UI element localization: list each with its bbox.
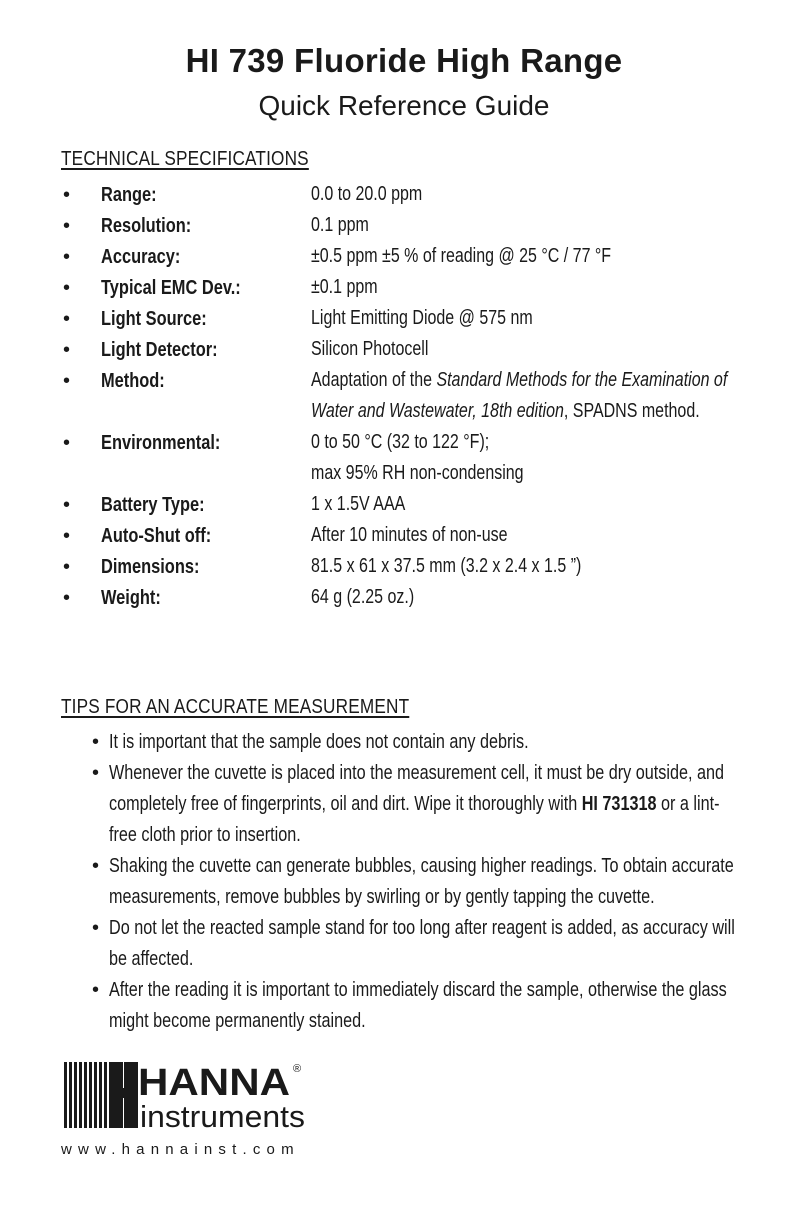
- tip-item: [0, 913, 808, 975]
- hanna-instruments-logo: [64, 1058, 309, 1133]
- logo-instruments-text: instruments: [140, 1099, 305, 1133]
- method-reference: Standard Methods for the Examination of Water and Wastewater, 18th edition: [311, 369, 728, 422]
- website-url: www.hannainst.com: [61, 1141, 300, 1158]
- bullet-icon: •: [63, 587, 71, 609]
- tips-heading: TIPS FOR AN ACCURATE MEASUREMENT: [61, 696, 410, 718]
- spec-label: Accuracy:: [101, 246, 181, 268]
- spec-row-weight: [0, 587, 808, 618]
- bullet-icon: •: [63, 308, 71, 330]
- spec-label: Dimensions:: [101, 556, 200, 578]
- spec-label: Method:: [101, 370, 165, 392]
- spec-label: Weight:: [101, 587, 161, 609]
- spec-list: [0, 184, 808, 618]
- bullet-icon: •: [63, 525, 71, 547]
- product-code: HI 731318: [581, 793, 657, 815]
- spec-value: 0.1 ppm: [311, 214, 369, 236]
- tip-item: [0, 727, 808, 758]
- method-suffix: , SPADNS method.: [563, 400, 700, 422]
- spec-value: [311, 365, 747, 427]
- spec-row-environmental: [0, 432, 808, 494]
- bullet-icon: •: [63, 494, 71, 516]
- spec-label: Light Source:: [101, 308, 207, 330]
- bullet-icon: •: [63, 432, 71, 454]
- tip-text: Shaking the cuvette can generate bubbles, causing higher readings. To obtain accurate measurements, remove bubbles by swirling or by gently tapping the cuvette.: [109, 855, 734, 908]
- technical-specifications-heading: TECHNICAL SPECIFICATIONS: [61, 148, 309, 170]
- bullet-icon: •: [92, 855, 100, 877]
- tip-text-before: Whenever the cuvette is placed into the measurement cell, it must be dry outside, and completely free of fingerprints, oil and dirt. Wipe it thoroughly with: [109, 762, 725, 815]
- environmental-line-1: 0 to 50 °C (32 to 122 °F);: [311, 431, 490, 453]
- bullet-icon: •: [63, 184, 71, 206]
- tips-list: [0, 727, 808, 1037]
- spec-label: Battery Type:: [101, 494, 205, 516]
- tip-item: [0, 975, 808, 1037]
- tip-text: After the reading it is important to immediately discard the sample, otherwise the glass might become permanently stained.: [109, 979, 727, 1032]
- bullet-icon: •: [92, 762, 100, 784]
- bullet-icon: •: [92, 917, 100, 939]
- bullet-icon: •: [63, 277, 71, 299]
- bullet-icon: •: [92, 731, 100, 753]
- spec-label: Resolution:: [101, 215, 192, 237]
- logo-hanna-text: HANNA: [138, 1062, 290, 1104]
- tip-item: [0, 758, 808, 851]
- bullet-icon: •: [63, 246, 71, 268]
- bullet-icon: •: [63, 339, 71, 361]
- tip-text-after: or a lint-free cloth prior to insertion.: [109, 793, 720, 846]
- bullet-icon: •: [63, 370, 71, 392]
- spec-label: Auto-Shut off:: [101, 525, 212, 547]
- spec-value: Silicon Photocell: [311, 338, 429, 360]
- logo-stripes: [64, 1062, 138, 1128]
- bullet-icon: •: [63, 556, 71, 578]
- method-prefix: Adaptation of the: [311, 369, 437, 391]
- spec-value: 0.0 to 20.0 ppm: [311, 183, 423, 205]
- tip-item: [0, 851, 808, 913]
- spec-value: 1 x 1.5V AAA: [311, 493, 406, 515]
- spec-value: Light Emitting Diode @ 575 nm: [311, 307, 533, 329]
- spec-value: ±0.1 ppm: [311, 276, 378, 298]
- spec-label: Typical EMC Dev.:: [101, 277, 241, 299]
- spec-row-method: [0, 370, 808, 432]
- bullet-icon: •: [63, 215, 71, 237]
- spec-value: After 10 minutes of non-use: [311, 524, 508, 546]
- tip-text: Do not let the reacted sample stand for too long after reagent is added, as accuracy will be affected.: [109, 917, 735, 970]
- spec-label: Light Detector:: [101, 339, 218, 361]
- bullet-icon: •: [92, 979, 100, 1001]
- tip-text: It is important that the sample does not contain any debris.: [109, 731, 529, 753]
- spec-value: 64 g (2.25 oz.): [311, 586, 415, 608]
- spec-label: Range:: [101, 184, 157, 206]
- spec-value: 81.5 x 61 x 37.5 mm (3.2 x 2.4 x 1.5 ”): [311, 555, 582, 577]
- page-subtitle: Quick Reference Guide: [258, 90, 550, 121]
- tip-text: [109, 758, 741, 851]
- spec-label: Environmental:: [101, 432, 221, 454]
- spec-value: ±0.5 ppm ±5 % of reading @ 25 °C / 77 °F: [311, 245, 612, 267]
- page-title: HI 739 Fluoride High Range: [185, 42, 623, 79]
- spec-value: [311, 427, 727, 489]
- environmental-line-2: max 95% RH non-condensing: [311, 462, 524, 484]
- registered-mark-icon: ®: [293, 1063, 302, 1075]
